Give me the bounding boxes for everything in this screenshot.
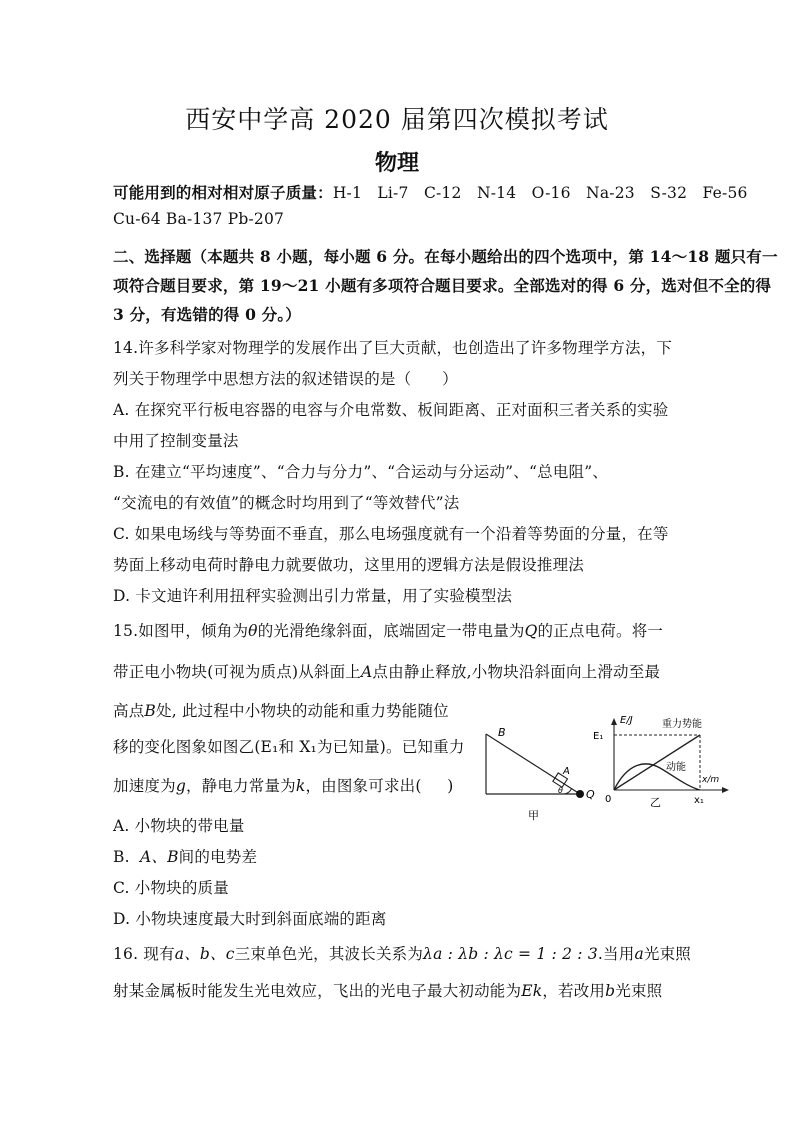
q15-stem-4 [113,735,465,757]
q14-option-c-1: C. 如果电场线与等势面不垂直，那么电场强度就有一个沿着等势面的分量，在等 [113,525,669,543]
q16-text: 16. 现有 [113,945,175,963]
a-symbol: a [634,945,644,963]
q15-text: 点由静止释放,小物块沿斜面向上滑动至最 [372,663,661,681]
answer-blank: ( ) [415,777,454,795]
point-b-symbol: B [144,702,156,720]
q15-text: 间的电势差 [178,848,258,866]
theta-symbol: θ [248,622,258,640]
point-charge-icon [576,790,584,798]
q15-text: 15.如图甲，倾角为 [113,622,249,640]
charge-symbol: Q [524,622,538,640]
q14-option-b-2: “交流电的有效值”的概念时均用到了“等效替代”法 [113,494,460,512]
q15-stem-2 [113,660,660,682]
q15-option-c: C. 小物块的质量 [113,879,229,897]
q15-option-b [113,845,257,867]
atomic-mass-values-2: Cu-64 Ba-137 Pb-207 [113,210,285,228]
atomic-mass-label: 可能用到的相对相对原子质量： [113,183,333,202]
ab-symbol: A、B [139,848,179,866]
q14-stem-2: 列关于物理学中思想方法的叙述错误的是（ ） [113,370,458,388]
q15-stem-3 [113,699,449,721]
figure-yi-energy-graph [590,710,730,810]
q16-text: 三束单色光，其波长关系为 [234,945,424,963]
q15-text: ，静电力常量为 [185,777,296,795]
section-instruction-3: 3 分，有选错的得 0 分。） [113,305,302,324]
label-x1: x₁ [694,795,704,806]
q14-option-a-1: A. 在探究平行板电容器的电容与介电常数、板间距离、正对面积三者关系的实验 [113,401,669,419]
abc-symbol: a、b、c [174,945,235,963]
q14-option-a-2: 中用了控制变量法 [113,432,239,450]
y-axis-label: E/J [620,715,633,726]
section-instruction-1: 二、选择题（本题共 8 小题，每小题 6 分。在每小题给出的四个选项中，第 14～18 题只有一 [113,247,778,266]
q14-option-d: D. 卡文迪许利用扭秤实验测出引力常量，用了实验模型法 [113,587,513,605]
q15-text: 处, 此过程中小物块的动能和重力势能随位 [156,702,449,720]
q15-stem-1 [113,619,663,641]
q15-text: 。已知重力 [386,738,465,756]
q16-stem-1 [113,942,691,964]
origin-label: 0 [605,794,612,805]
section-instruction-2: 项符合题目要求，第 19～21 小题有多项符合题目要求。全部选对的得 6 分，选对但不全的得 [113,276,772,295]
q16-text: ，若改用 [542,982,606,1000]
g-symbol: g [175,777,186,795]
b-symbol: b [605,982,616,1000]
subject-title: 物理 [374,150,419,176]
q16-text: .当用 [597,945,635,963]
q16-text: 光束照 [643,945,691,963]
q15-text: (可视为质点) [207,663,299,681]
label-b: B [498,726,506,739]
q15-option-d: D. 小物块速度最大时到斜面底端的距离 [113,910,387,928]
wavelength-ratio: λa : λb : λc = 1 : 2 : 3 [423,945,598,963]
atomic-mass-line-1 [113,181,748,203]
q15-text: 带正电小物块 [113,663,208,681]
label-a: A [563,766,570,777]
q15-text: 的光滑绝缘斜面，底端固定一带电量为 [257,622,525,640]
atomic-mass-values-1: H-1 Li-7 C-12 N-14 O-16 Na-23 S-32 Fe-56 [332,184,748,202]
q16-text: 射某金属板时能发生光电效应，飞出的光电子最大初动能为 [113,982,522,1000]
q15-text: 的正点电荷。将一 [537,622,664,640]
x-axis-label: x/m [702,775,720,785]
q15-text: 加速度为 [113,777,176,795]
label-q: Q [586,788,595,801]
label-e1: E₁ [593,731,604,742]
q15-text: ，由图象可求出 [305,777,416,795]
q14-option-c-2: 势面上移动电荷时静电力就要做功，这里用的逻辑方法是假设推理法 [113,556,585,574]
q16-text: 光束照 [615,982,663,1000]
k-symbol: k [295,777,306,795]
point-a-symbol: A [361,663,373,681]
q15-text: (E₁和 X₁为已知量) [254,738,387,756]
legend-kinetic: 动能 [666,762,686,773]
q14-option-b-1: B. 在建立“平均速度”、“合力与分力”、“合运动与分运动”、“总电阻”、 [113,463,609,481]
label-theta: θ [558,786,563,795]
q14-stem-1: 14.许多科学家对物理学的发展作出了巨大贡献，也创造出了许多物理学方法，下 [113,339,673,357]
gravity-pe-line [614,735,700,790]
q15-stem-5 [113,774,453,796]
q15-text: 移的变化图象如图乙 [113,738,255,756]
q15-text: 从斜面上 [298,663,362,681]
q16-stem-2 [113,979,662,1001]
q15-option-a: A. 小物块的带电量 [113,817,245,835]
ek-symbol: Ek [521,982,543,1000]
legend-gravity-pe: 重力势能 [662,719,702,730]
page-title: 西安中学高 2020 届第四次模拟考试 [185,105,609,134]
caption-jia: 甲 [528,809,539,822]
q15-text: B. [113,848,140,866]
caption-yi: 乙 [650,796,661,809]
q15-text: 高点 [113,702,145,720]
kinetic-energy-curve [614,764,700,790]
